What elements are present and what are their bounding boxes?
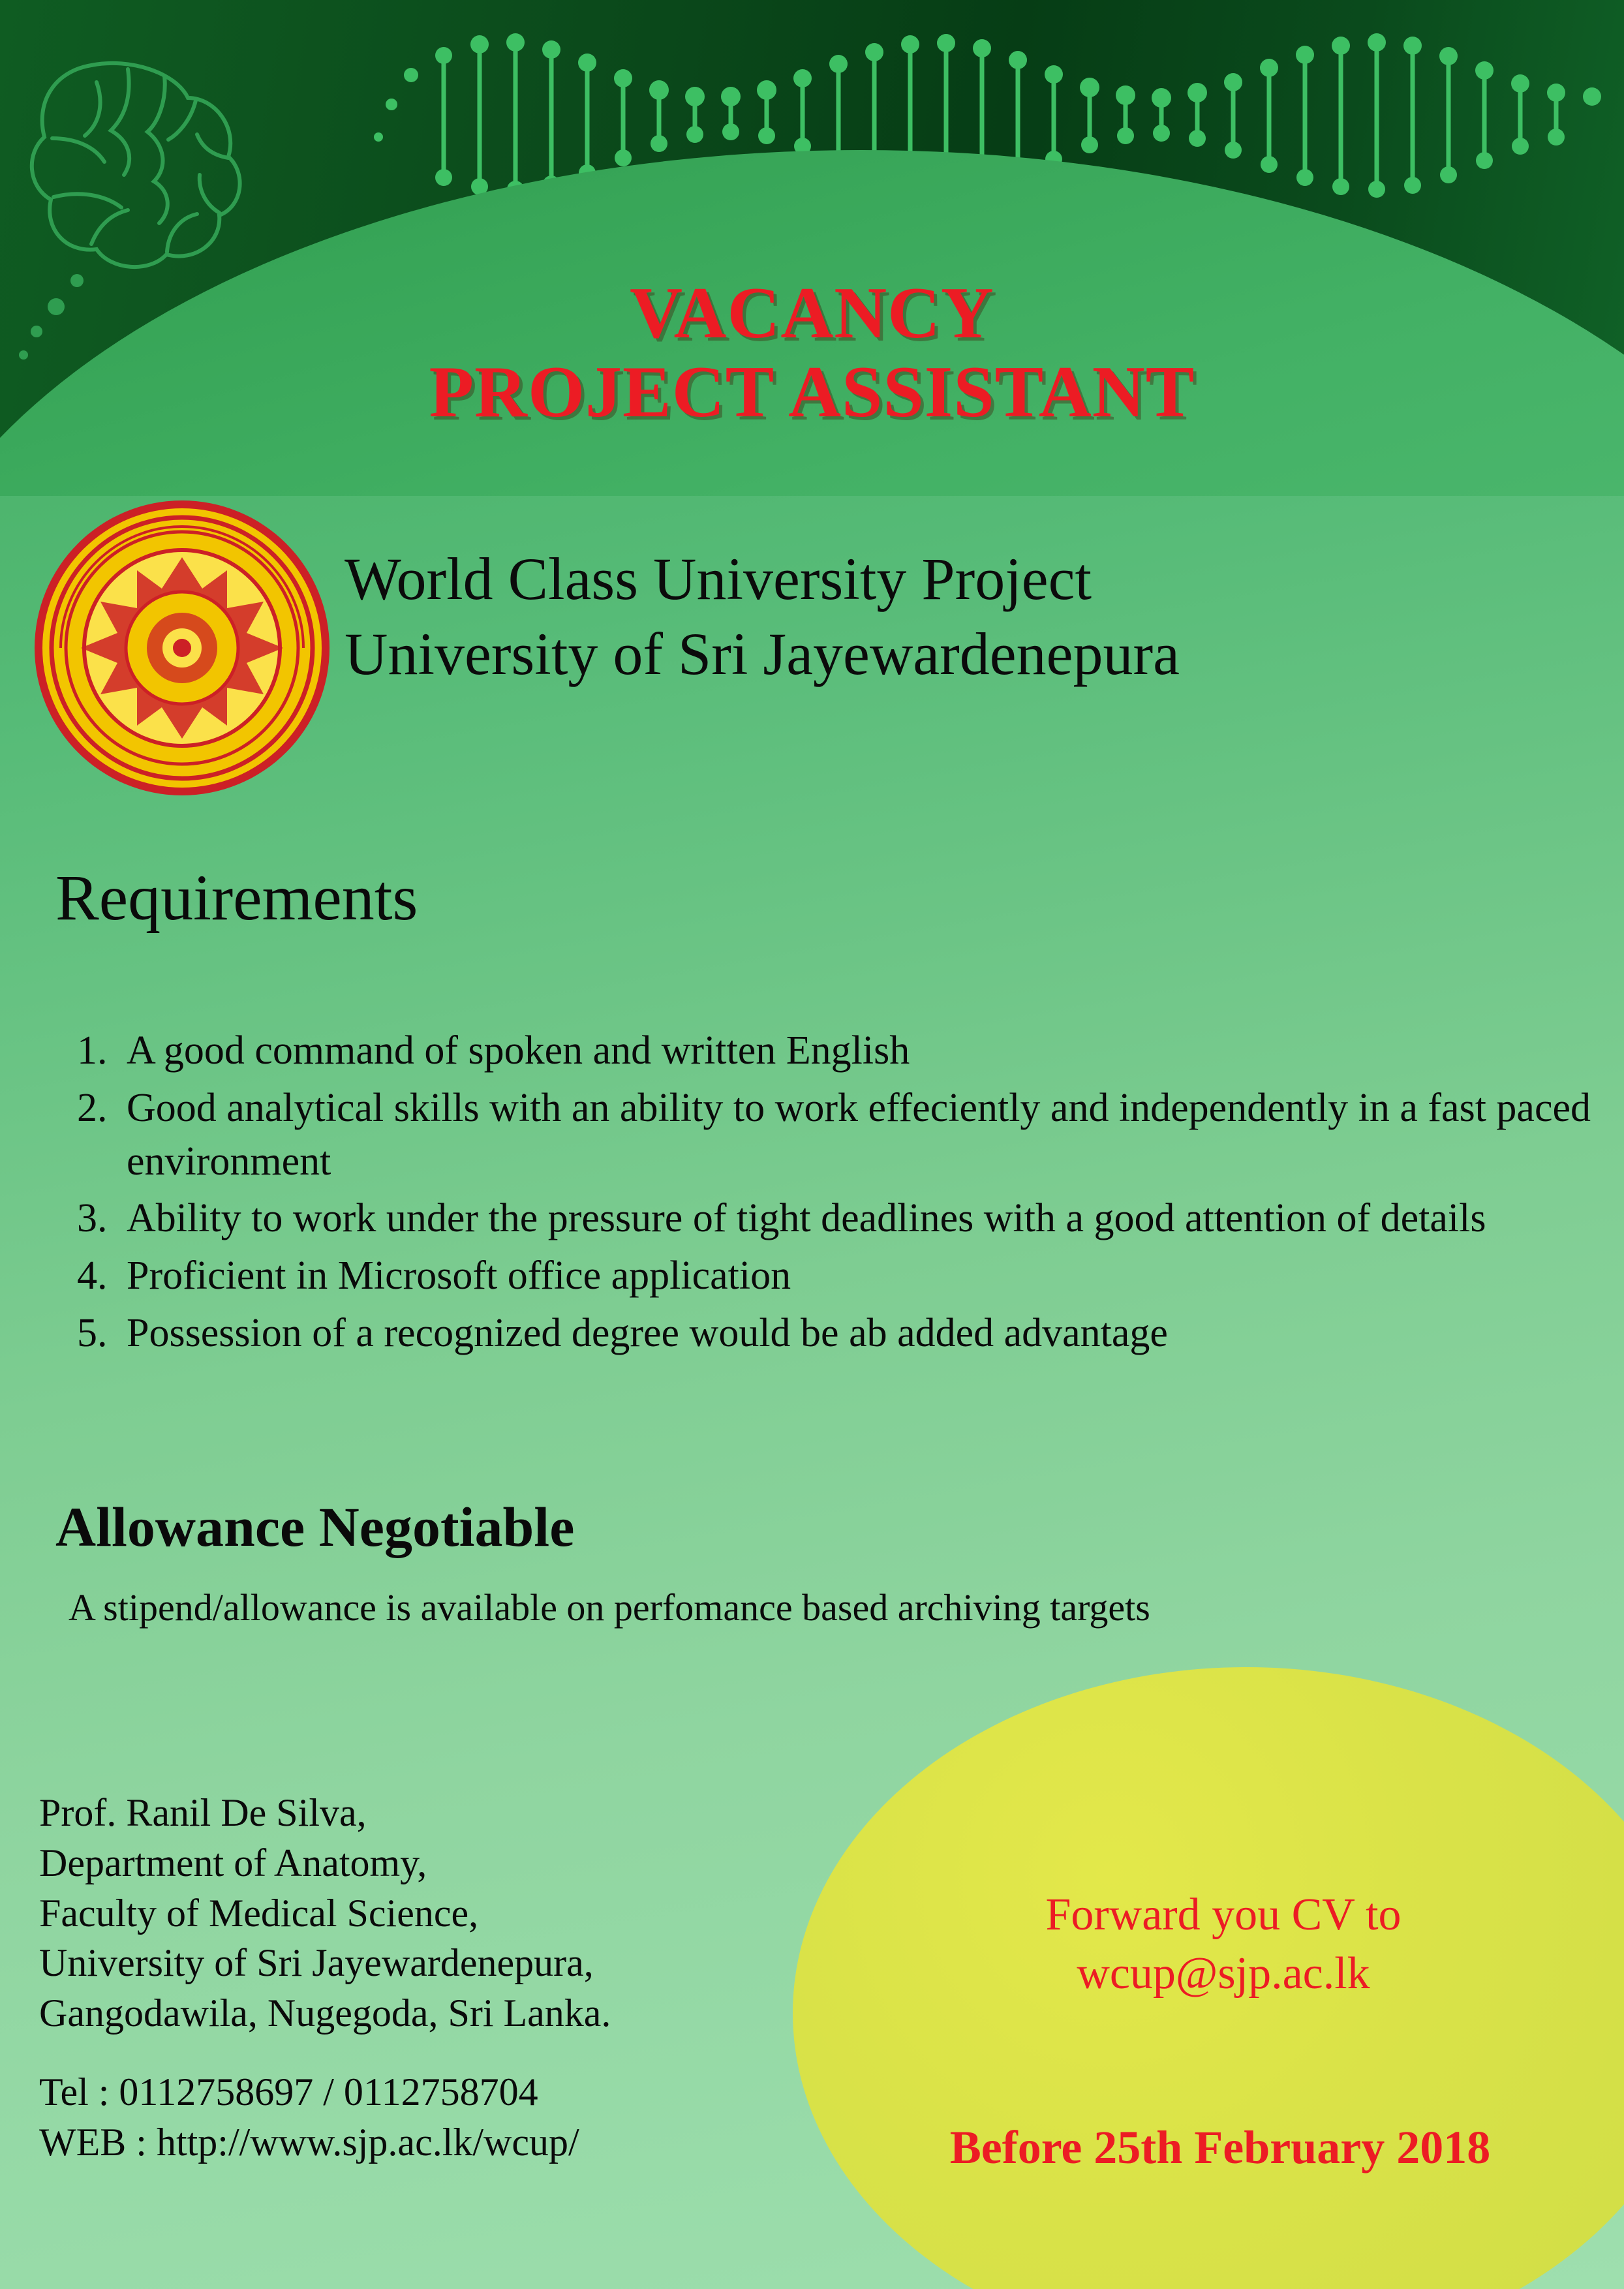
page-title (0, 274, 1624, 432)
list-item: 5. Possession of a recognized degree would be ab added advantage (117, 1307, 1624, 1360)
title-line-1: VACANCY (630, 273, 994, 354)
contact-block (39, 1788, 887, 2168)
list-item: 2. Good analytical skills with an ability to work effeciently and independently in a fast paced environment (117, 1082, 1624, 1189)
university-crest-logo (31, 497, 333, 799)
allowance-heading: Allowance Negotiable (55, 1496, 575, 1558)
cv-instruction: Forward you CV to (1045, 1890, 1402, 1940)
university-name: University of Sri Jayewardenepura (345, 621, 1180, 687)
contact-university: University of Sri Jayewardenepura, (39, 1941, 594, 1985)
contact-address: Gangodawila, Nugegoda, Sri Lanka. (39, 1991, 611, 2035)
cv-email-link[interactable]: wcup@sjp.ac.lk (1077, 1948, 1370, 1999)
requirements-heading: Requirements (55, 861, 418, 934)
contact-department: Department of Anatomy, (39, 1841, 427, 1884)
list-item: 4. Proficient in Microsoft office application (117, 1250, 1624, 1303)
university-name-block (345, 542, 1584, 692)
contact-faculty: Faculty of Medical Science, (39, 1891, 479, 1935)
list-item: 1. A good command of spoken and written English (117, 1024, 1624, 1078)
title-line-2: PROJECT ASSISTANT (429, 351, 1195, 433)
allowance-note: A stipend/allowance is available on perfomance based archiving targets (69, 1586, 1150, 1629)
requirements-list (59, 1024, 1624, 1364)
application-deadline: Before 25th February 2018 (949, 2121, 1491, 2174)
project-name: World Class University Project (345, 545, 1092, 612)
contact-telephone: Tel : 0112758697 / 0112758704 (39, 2070, 538, 2113)
list-item: 3. Ability to work under the pressure of tight deadlines with a good attention of details (117, 1192, 1624, 1246)
cv-submission-block (816, 1886, 1624, 2003)
contact-website[interactable]: WEB : http://www.sjp.ac.lk/wcup/ (39, 2120, 579, 2164)
contact-name: Prof. Ranil De Silva, (39, 1791, 367, 1834)
spacer (39, 2038, 887, 2067)
